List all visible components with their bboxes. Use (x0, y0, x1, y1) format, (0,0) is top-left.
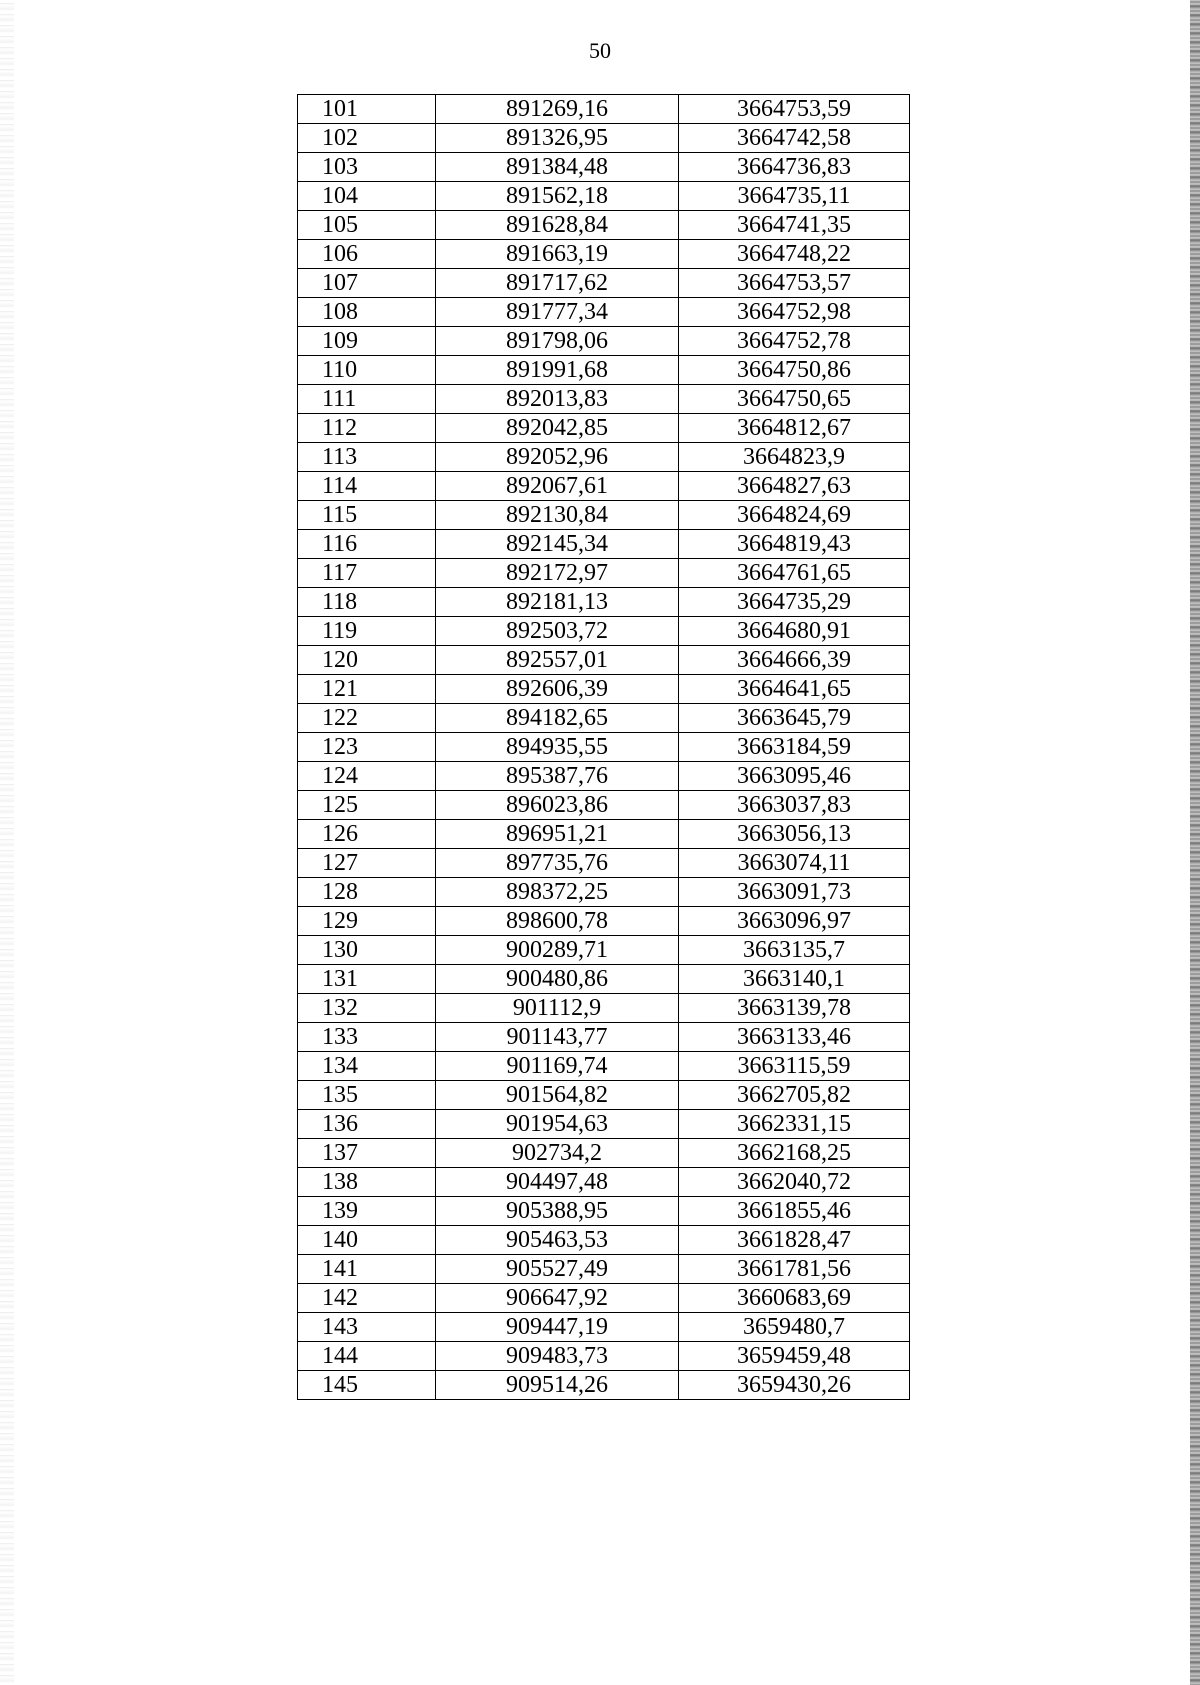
table-row (298, 936, 910, 965)
y-coordinate-cell: 3664742,58 (679, 124, 910, 153)
x-coordinate-cell: 905527,49 (436, 1255, 679, 1284)
table-row (298, 1284, 910, 1313)
table-row (298, 124, 910, 153)
table-row (298, 269, 910, 298)
point-number-cell: 130 (298, 936, 436, 965)
y-coordinate-cell: 3663037,83 (679, 791, 910, 820)
y-coordinate-cell: 3663091,73 (679, 878, 910, 907)
point-number-cell: 106 (298, 240, 436, 269)
point-number-cell: 121 (298, 675, 436, 704)
point-number-cell: 122 (298, 704, 436, 733)
x-coordinate-cell: 891562,18 (436, 182, 679, 211)
point-number-cell: 107 (298, 269, 436, 298)
table-row (298, 530, 910, 559)
x-coordinate-cell: 892172,97 (436, 559, 679, 588)
point-number-cell: 138 (298, 1168, 436, 1197)
table-row (298, 646, 910, 675)
x-coordinate-cell: 891628,84 (436, 211, 679, 240)
table-row (298, 1023, 910, 1052)
x-coordinate-cell: 898372,25 (436, 878, 679, 907)
x-coordinate-cell: 896023,86 (436, 791, 679, 820)
y-coordinate-cell: 3663184,59 (679, 733, 910, 762)
x-coordinate-cell: 892181,13 (436, 588, 679, 617)
y-coordinate-cell: 3664827,63 (679, 472, 910, 501)
table-row (298, 907, 910, 936)
y-coordinate-cell: 3664750,65 (679, 385, 910, 414)
y-coordinate-cell: 3663140,1 (679, 965, 910, 994)
y-coordinate-cell: 3664735,11 (679, 182, 910, 211)
y-coordinate-cell: 3660683,69 (679, 1284, 910, 1313)
table-row (298, 704, 910, 733)
x-coordinate-cell: 892130,84 (436, 501, 679, 530)
y-coordinate-cell: 3664812,67 (679, 414, 910, 443)
point-number-cell: 110 (298, 356, 436, 385)
point-number-cell: 143 (298, 1313, 436, 1342)
table-row (298, 1081, 910, 1110)
table-row (298, 182, 910, 211)
y-coordinate-cell: 3664666,39 (679, 646, 910, 675)
y-coordinate-cell: 3663135,7 (679, 936, 910, 965)
x-coordinate-cell: 891777,34 (436, 298, 679, 327)
point-number-cell: 129 (298, 907, 436, 936)
table-row (298, 1226, 910, 1255)
y-coordinate-cell: 3664641,65 (679, 675, 910, 704)
point-number-cell: 134 (298, 1052, 436, 1081)
point-number-cell: 127 (298, 849, 436, 878)
y-coordinate-cell: 3662040,72 (679, 1168, 910, 1197)
y-coordinate-cell: 3664680,91 (679, 617, 910, 646)
point-number-cell: 133 (298, 1023, 436, 1052)
scan-edge-left (0, 0, 14, 1685)
x-coordinate-cell: 906647,92 (436, 1284, 679, 1313)
point-number-cell: 124 (298, 762, 436, 791)
point-number-cell: 132 (298, 994, 436, 1023)
point-number-cell: 111 (298, 385, 436, 414)
table-row (298, 1110, 910, 1139)
x-coordinate-cell: 892013,83 (436, 385, 679, 414)
y-coordinate-cell: 3664819,43 (679, 530, 910, 559)
point-number-cell: 144 (298, 1342, 436, 1371)
x-coordinate-cell: 909447,19 (436, 1313, 679, 1342)
x-coordinate-cell: 891384,48 (436, 153, 679, 182)
table-row (298, 588, 910, 617)
x-coordinate-cell: 909483,73 (436, 1342, 679, 1371)
page-number: 50 (589, 38, 611, 63)
x-coordinate-cell: 891717,62 (436, 269, 679, 298)
point-number-cell: 120 (298, 646, 436, 675)
point-number-cell: 113 (298, 443, 436, 472)
y-coordinate-cell: 3659430,26 (679, 1371, 910, 1400)
x-coordinate-cell: 891269,16 (436, 95, 679, 124)
table-row (298, 733, 910, 762)
point-number-cell: 128 (298, 878, 436, 907)
table-row (298, 1313, 910, 1342)
point-number-cell: 140 (298, 1226, 436, 1255)
y-coordinate-cell: 3663095,46 (679, 762, 910, 791)
x-coordinate-cell: 900480,86 (436, 965, 679, 994)
point-number-cell: 126 (298, 820, 436, 849)
y-coordinate-cell: 3661855,46 (679, 1197, 910, 1226)
table-row (298, 327, 910, 356)
point-number-cell: 102 (298, 124, 436, 153)
x-coordinate-cell: 896951,21 (436, 820, 679, 849)
y-coordinate-cell: 3661828,47 (679, 1226, 910, 1255)
x-coordinate-cell: 905388,95 (436, 1197, 679, 1226)
y-coordinate-cell: 3664753,59 (679, 95, 910, 124)
table-row (298, 965, 910, 994)
table-row (298, 791, 910, 820)
y-coordinate-cell: 3664824,69 (679, 501, 910, 530)
point-number-cell: 145 (298, 1371, 436, 1400)
x-coordinate-cell: 901169,74 (436, 1052, 679, 1081)
x-coordinate-cell: 901143,77 (436, 1023, 679, 1052)
y-coordinate-cell: 3664735,29 (679, 588, 910, 617)
table-row (298, 443, 910, 472)
point-number-cell: 115 (298, 501, 436, 530)
y-coordinate-cell: 3659459,48 (679, 1342, 910, 1371)
table-row (298, 1342, 910, 1371)
point-number-cell: 103 (298, 153, 436, 182)
y-coordinate-cell: 3663056,13 (679, 820, 910, 849)
x-coordinate-cell: 901954,63 (436, 1110, 679, 1139)
point-number-cell: 112 (298, 414, 436, 443)
table-row (298, 385, 910, 414)
x-coordinate-cell: 892606,39 (436, 675, 679, 704)
table-row (298, 472, 910, 501)
table-row (298, 1052, 910, 1081)
x-coordinate-cell: 909514,26 (436, 1371, 679, 1400)
y-coordinate-cell: 3662705,82 (679, 1081, 910, 1110)
table-row (298, 820, 910, 849)
table-row (298, 994, 910, 1023)
point-number-cell: 137 (298, 1139, 436, 1168)
coordinates-table (297, 94, 910, 1400)
y-coordinate-cell: 3664750,86 (679, 356, 910, 385)
point-number-cell: 104 (298, 182, 436, 211)
x-coordinate-cell: 892067,61 (436, 472, 679, 501)
point-number-cell: 139 (298, 1197, 436, 1226)
y-coordinate-cell: 3662168,25 (679, 1139, 910, 1168)
y-coordinate-cell: 3663645,79 (679, 704, 910, 733)
y-coordinate-cell: 3663074,11 (679, 849, 910, 878)
y-coordinate-cell: 3663139,78 (679, 994, 910, 1023)
y-coordinate-cell: 3661781,56 (679, 1255, 910, 1284)
point-number-cell: 109 (298, 327, 436, 356)
x-coordinate-cell: 902734,2 (436, 1139, 679, 1168)
point-number-cell: 116 (298, 530, 436, 559)
y-coordinate-cell: 3663115,59 (679, 1052, 910, 1081)
point-number-cell: 108 (298, 298, 436, 327)
point-number-cell: 118 (298, 588, 436, 617)
table-row (298, 1255, 910, 1284)
y-coordinate-cell: 3663133,46 (679, 1023, 910, 1052)
x-coordinate-cell: 904497,48 (436, 1168, 679, 1197)
x-coordinate-cell: 892145,34 (436, 530, 679, 559)
point-number-cell: 101 (298, 95, 436, 124)
y-coordinate-cell: 3664752,98 (679, 298, 910, 327)
x-coordinate-cell: 900289,71 (436, 936, 679, 965)
table-row (298, 1197, 910, 1226)
x-coordinate-cell: 892052,96 (436, 443, 679, 472)
table-row (298, 240, 910, 269)
point-number-cell: 142 (298, 1284, 436, 1313)
table-row (298, 1168, 910, 1197)
point-number-cell: 135 (298, 1081, 436, 1110)
x-coordinate-cell: 891798,06 (436, 327, 679, 356)
y-coordinate-cell: 3659480,7 (679, 1313, 910, 1342)
point-number-cell: 105 (298, 211, 436, 240)
point-number-cell: 114 (298, 472, 436, 501)
y-coordinate-cell: 3664823,9 (679, 443, 910, 472)
x-coordinate-cell: 901564,82 (436, 1081, 679, 1110)
x-coordinate-cell: 894935,55 (436, 733, 679, 762)
table-row (298, 298, 910, 327)
point-number-cell: 131 (298, 965, 436, 994)
table-row (298, 1371, 910, 1400)
point-number-cell: 119 (298, 617, 436, 646)
y-coordinate-cell: 3662331,15 (679, 1110, 910, 1139)
table-row (298, 211, 910, 240)
table-row (298, 501, 910, 530)
x-coordinate-cell: 905463,53 (436, 1226, 679, 1255)
x-coordinate-cell: 894182,65 (436, 704, 679, 733)
y-coordinate-cell: 3664741,35 (679, 211, 910, 240)
x-coordinate-cell: 891326,95 (436, 124, 679, 153)
point-number-cell: 123 (298, 733, 436, 762)
coordinates-table-body (298, 95, 910, 1400)
x-coordinate-cell: 892557,01 (436, 646, 679, 675)
x-coordinate-cell: 892042,85 (436, 414, 679, 443)
x-coordinate-cell: 901112,9 (436, 994, 679, 1023)
x-coordinate-cell: 891991,68 (436, 356, 679, 385)
point-number-cell: 125 (298, 791, 436, 820)
table-row (298, 762, 910, 791)
x-coordinate-cell: 898600,78 (436, 907, 679, 936)
point-number-cell: 141 (298, 1255, 436, 1284)
table-row (298, 617, 910, 646)
y-coordinate-cell: 3664761,65 (679, 559, 910, 588)
table-row (298, 356, 910, 385)
y-coordinate-cell: 3663096,97 (679, 907, 910, 936)
x-coordinate-cell: 897735,76 (436, 849, 679, 878)
x-coordinate-cell: 891663,19 (436, 240, 679, 269)
x-coordinate-cell: 892503,72 (436, 617, 679, 646)
table-row (298, 153, 910, 182)
table-row (298, 849, 910, 878)
table-row (298, 878, 910, 907)
y-coordinate-cell: 3664748,22 (679, 240, 910, 269)
table-row (298, 1139, 910, 1168)
table-row (298, 675, 910, 704)
x-coordinate-cell: 895387,76 (436, 762, 679, 791)
table-row (298, 414, 910, 443)
y-coordinate-cell: 3664752,78 (679, 327, 910, 356)
table-row (298, 559, 910, 588)
table-row (298, 95, 910, 124)
y-coordinate-cell: 3664753,57 (679, 269, 910, 298)
scan-edge-right (1190, 0, 1200, 1685)
y-coordinate-cell: 3664736,83 (679, 153, 910, 182)
point-number-cell: 117 (298, 559, 436, 588)
point-number-cell: 136 (298, 1110, 436, 1139)
